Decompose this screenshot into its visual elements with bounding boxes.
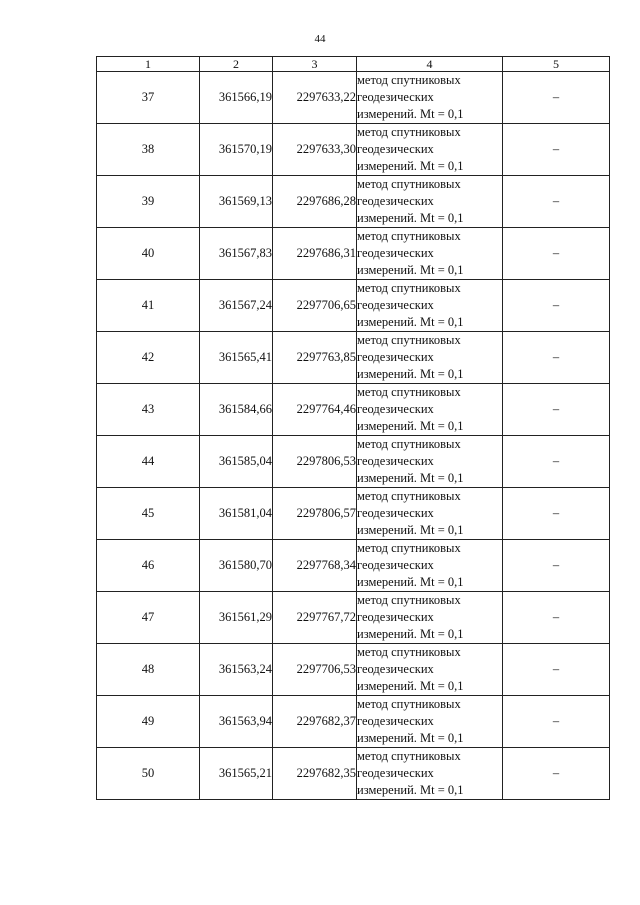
coord-x: 361580,70	[200, 540, 273, 592]
method-line-1: метод спутниковых	[357, 229, 461, 243]
method-description	[357, 696, 503, 748]
method-description	[357, 436, 503, 488]
method-line-2: геодезических	[357, 350, 434, 364]
col5-dash: –	[503, 540, 610, 592]
method-line-3: измерений. Mt = 0,1	[357, 783, 464, 797]
point-number: 48	[97, 644, 200, 696]
col5-dash: –	[503, 384, 610, 436]
col5-dash: –	[503, 748, 610, 800]
method-line-2: геодезических	[357, 246, 434, 260]
point-number: 44	[97, 436, 200, 488]
point-number: 50	[97, 748, 200, 800]
col5-dash: –	[503, 176, 610, 228]
method-line-3: измерений. Mt = 0,1	[357, 159, 464, 173]
coord-x: 361561,29	[200, 592, 273, 644]
table-row	[97, 540, 610, 592]
method-line-3: измерений. Mt = 0,1	[357, 523, 464, 537]
method-line-2: геодезических	[357, 558, 434, 572]
method-line-2: геодезических	[357, 454, 434, 468]
header-col-4: 4	[357, 57, 503, 72]
col5-dash: –	[503, 436, 610, 488]
method-line-3: измерений. Mt = 0,1	[357, 471, 464, 485]
method-line-1: метод спутниковых	[357, 541, 461, 555]
method-line-1: метод спутниковых	[357, 281, 461, 295]
col5-dash: –	[503, 228, 610, 280]
coord-y: 2297633,30	[273, 124, 357, 176]
point-number: 39	[97, 176, 200, 228]
table-row	[97, 72, 610, 124]
method-description	[357, 72, 503, 124]
table-row	[97, 696, 610, 748]
method-description	[357, 540, 503, 592]
method-line-2: геодезических	[357, 714, 434, 728]
method-line-1: метод спутниковых	[357, 489, 461, 503]
method-line-2: геодезических	[357, 610, 434, 624]
table-row	[97, 280, 610, 332]
method-line-3: измерений. Mt = 0,1	[357, 263, 464, 277]
coord-y: 2297686,28	[273, 176, 357, 228]
method-description	[357, 384, 503, 436]
method-description	[357, 332, 503, 384]
method-line-2: геодезических	[357, 506, 434, 520]
coord-x: 361563,24	[200, 644, 273, 696]
coord-y: 2297706,65	[273, 280, 357, 332]
coordinates-table	[96, 56, 610, 800]
coord-y: 2297686,31	[273, 228, 357, 280]
coord-x: 361565,21	[200, 748, 273, 800]
col5-dash: –	[503, 592, 610, 644]
method-line-1: метод спутниковых	[357, 333, 461, 347]
coord-y: 2297768,34	[273, 540, 357, 592]
table-row	[97, 644, 610, 696]
coord-x: 361569,13	[200, 176, 273, 228]
coord-x: 361585,04	[200, 436, 273, 488]
coord-y: 2297806,57	[273, 488, 357, 540]
header-col-5: 5	[503, 57, 610, 72]
method-description	[357, 228, 503, 280]
col5-dash: –	[503, 696, 610, 748]
coord-y: 2297706,53	[273, 644, 357, 696]
method-line-3: измерений. Mt = 0,1	[357, 679, 464, 693]
coord-x: 361581,04	[200, 488, 273, 540]
method-description	[357, 124, 503, 176]
method-line-3: измерений. Mt = 0,1	[357, 627, 464, 641]
method-line-2: геодезических	[357, 90, 434, 104]
method-line-3: измерений. Mt = 0,1	[357, 731, 464, 745]
coord-y: 2297682,37	[273, 696, 357, 748]
coord-x: 361570,19	[200, 124, 273, 176]
point-number: 40	[97, 228, 200, 280]
point-number: 45	[97, 488, 200, 540]
header-col-3: 3	[273, 57, 357, 72]
method-description	[357, 748, 503, 800]
header-col-1: 1	[97, 57, 200, 72]
method-line-2: геодезических	[357, 402, 434, 416]
method-line-1: метод спутниковых	[357, 177, 461, 191]
coord-y: 2297682,35	[273, 748, 357, 800]
method-line-1: метод спутниковых	[357, 437, 461, 451]
method-line-3: измерений. Mt = 0,1	[357, 419, 464, 433]
point-number: 42	[97, 332, 200, 384]
table-row	[97, 124, 610, 176]
table-row	[97, 488, 610, 540]
coord-y: 2297633,22	[273, 72, 357, 124]
method-description	[357, 488, 503, 540]
method-line-1: метод спутниковых	[357, 697, 461, 711]
coord-x: 361563,94	[200, 696, 273, 748]
point-number: 38	[97, 124, 200, 176]
point-number: 47	[97, 592, 200, 644]
method-description	[357, 644, 503, 696]
method-description	[357, 176, 503, 228]
col5-dash: –	[503, 332, 610, 384]
method-line-1: метод спутниковых	[357, 645, 461, 659]
method-line-2: геодезических	[357, 766, 434, 780]
table-row	[97, 748, 610, 800]
coord-x: 361567,83	[200, 228, 273, 280]
point-number: 46	[97, 540, 200, 592]
method-line-3: измерений. Mt = 0,1	[357, 107, 464, 121]
coord-x: 361584,66	[200, 384, 273, 436]
header-col-2: 2	[200, 57, 273, 72]
method-description	[357, 280, 503, 332]
method-description	[357, 592, 503, 644]
point-number: 43	[97, 384, 200, 436]
method-line-2: геодезических	[357, 662, 434, 676]
coord-y: 2297763,85	[273, 332, 357, 384]
table-row	[97, 228, 610, 280]
table-row	[97, 332, 610, 384]
page-number: 44	[314, 33, 326, 45]
coord-y: 2297767,72	[273, 592, 357, 644]
method-line-2: геодезических	[357, 194, 434, 208]
coord-y: 2297764,46	[273, 384, 357, 436]
method-line-2: геодезических	[357, 298, 434, 312]
table-row	[97, 384, 610, 436]
table-row	[97, 436, 610, 488]
method-line-3: измерений. Mt = 0,1	[357, 575, 464, 589]
method-line-1: метод спутниковых	[357, 749, 461, 763]
method-line-3: измерений. Mt = 0,1	[357, 315, 464, 329]
col5-dash: –	[503, 280, 610, 332]
col5-dash: –	[503, 488, 610, 540]
col5-dash: –	[503, 644, 610, 696]
table-header-row	[97, 57, 610, 72]
coord-y: 2297806,53	[273, 436, 357, 488]
table-body	[97, 72, 610, 800]
table-row	[97, 592, 610, 644]
method-line-3: измерений. Mt = 0,1	[357, 211, 464, 225]
method-line-1: метод спутниковых	[357, 593, 461, 607]
method-line-1: метод спутниковых	[357, 385, 461, 399]
col5-dash: –	[503, 124, 610, 176]
method-line-2: геодезических	[357, 142, 434, 156]
coord-x: 361566,19	[200, 72, 273, 124]
coord-x: 361565,41	[200, 332, 273, 384]
method-line-1: метод спутниковых	[357, 125, 461, 139]
col5-dash: –	[503, 72, 610, 124]
method-line-3: измерений. Mt = 0,1	[357, 367, 464, 381]
method-line-1: метод спутниковых	[357, 73, 461, 87]
point-number: 49	[97, 696, 200, 748]
point-number: 37	[97, 72, 200, 124]
coord-x: 361567,24	[200, 280, 273, 332]
point-number: 41	[97, 280, 200, 332]
table-row	[97, 176, 610, 228]
